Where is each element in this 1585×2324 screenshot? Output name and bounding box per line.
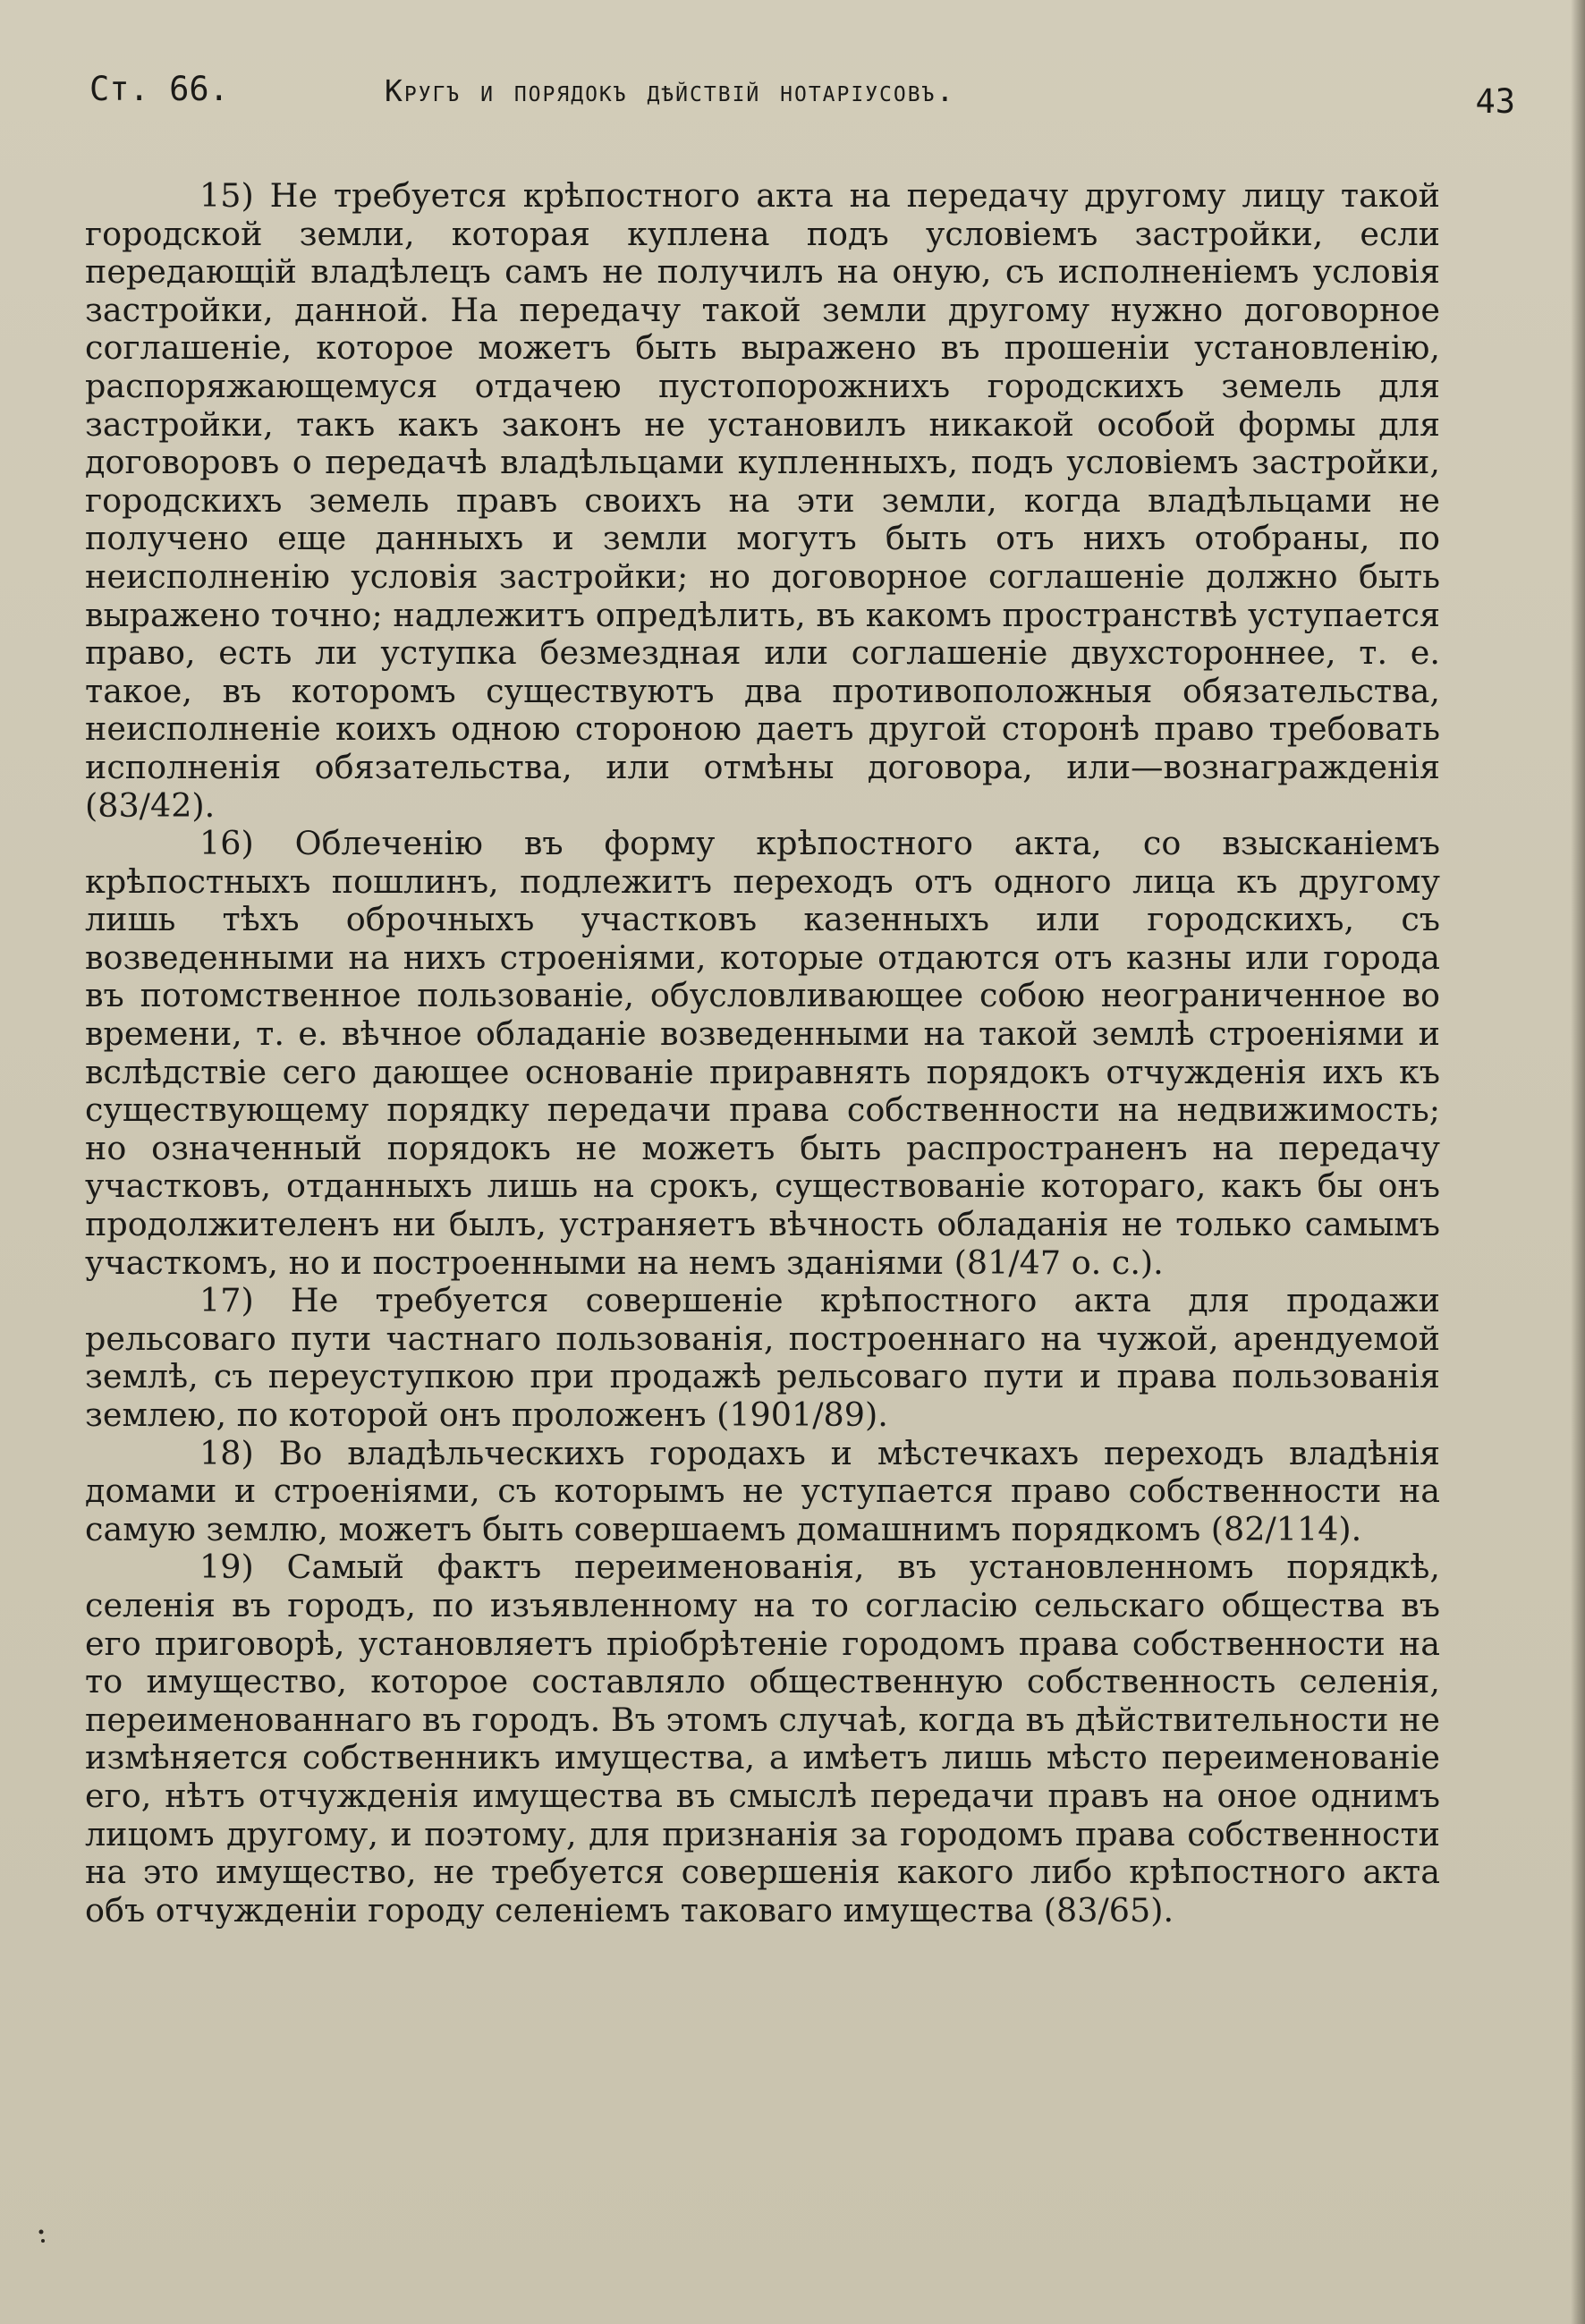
ink-mark — [29, 2223, 55, 2250]
paragraph-19: 19) Самый фактъ переименованія, въ установленномъ порядкѣ, селенія въ городъ, по изъявленному на то согласію сельскаго общества въ его приговорѣ, установляетъ пріобрѣтеніе городомъ права собственности на то имущество, которое составляло общественную собственность селенія, переименованнаго въ городъ. Въ этомъ случаѣ, когда въ дѣйствительности не измѣняется собственникъ имущества, а имѣетъ лишь мѣсто переименованіе его, нѣтъ отчужденія имущества въ смыслѣ передачи правъ на оное однимъ лицомъ другому, и поэтому, для признанія за городомъ права собственности на это имущество, не требуется совершенія какого либо крѣпостного акта объ отчужденіи городу селеніемъ таковаго имущества (83/65). — [85, 1548, 1440, 1930]
paragraph-15: 15) Не требуется крѣпостного акта на передачу другому лицу такой городской земли, которая куплена подъ условіемъ застройки, если передающій владѣлецъ самъ не получилъ на оную, съ исполненіемъ условія застройки, данной. На передачу такой земли другому нужно договорное соглашеніе, которое можетъ быть выражено въ прошеніи установленію, распоряжающемуся отдачею пустопорожнихъ городскихъ земель для застройки, такъ какъ законъ не установилъ никакой особой формы для договоровъ о передачѣ владѣльцами купленныхъ, подъ условіемъ застройки, городскихъ земель правъ своихъ на эти земли, когда владѣльцами не получено еще данныхъ и земли могутъ быть отъ нихъ отобраны, по неисполненію условія застройки; но договорное соглашеніе должно быть выражено точно; надлежитъ опредѣлить, въ какомъ пространствѣ уступается право, есть ли уступка безмездная или соглашеніе двухстороннее, т. е. такое, въ которомъ существуютъ два противоположныя обязательства, неисполненіе коихъ одною стороною даетъ другой сторонѣ право требовать исполненія обязательства, или отмѣны договора, или—вознагражденія (83/42). — [85, 176, 1440, 825]
section-title: Кругъ и порядокъ дѣйствій нотаріусовъ. — [385, 73, 956, 108]
page-edge-shadow — [1571, 0, 1585, 2324]
body-text — [85, 177, 1440, 1930]
paragraph-18: 18) Во владѣльческихъ городахъ и мѣстечкахъ переходъ владѣнія домами и строеніями, съ которымъ не уступается право собственности на самую землю, можетъ быть совершаемъ домашнимъ порядкомъ (82/114). — [85, 1433, 1440, 1548]
paragraph-16: 16) Облеченію въ форму крѣпостного акта, со взысканіемъ крѣпостныхъ пошлинъ, подлежитъ переходъ отъ одного лица къ другому лишь тѣхъ оброчныхъ участковъ казенныхъ или городскихъ, съ возведенными на нихъ строеніями, которые отдаются отъ казны или города въ потомственное пользованіе, обусловливающее собою неограниченное во времени, т. е. вѣчное обладаніе возведенными на такой землѣ строеніями и вслѣдствіе сего дающее основаніе приравнять порядокъ отчужденія ихъ къ существующему порядку передачи права собственности на недвижимость; но означенный порядокъ не можетъ быть распространенъ на передачу участковъ, отданныхъ лишь на срокъ, существованіе котораго, какъ бы онъ продолжителенъ ни былъ, устраняетъ вѣчность обладанія не только самымъ участкомъ, но и построенными на немъ зданіями (81/47 о. с.). — [85, 824, 1440, 1282]
article-number: Ст. 66. — [89, 70, 229, 108]
page-number: 43 — [1475, 82, 1515, 121]
running-header — [89, 70, 1531, 123]
paragraph-17: 17) Не требуется совершеніе крѣпостного акта для продажи рельсоваго пути частнаго пользованія, построеннаго на чужой, арендуемой землѣ, съ переуступкою при продажѣ рельсоваго пути и права пользованія землею, по которой онъ проложенъ (1901/89). — [85, 1281, 1440, 1434]
